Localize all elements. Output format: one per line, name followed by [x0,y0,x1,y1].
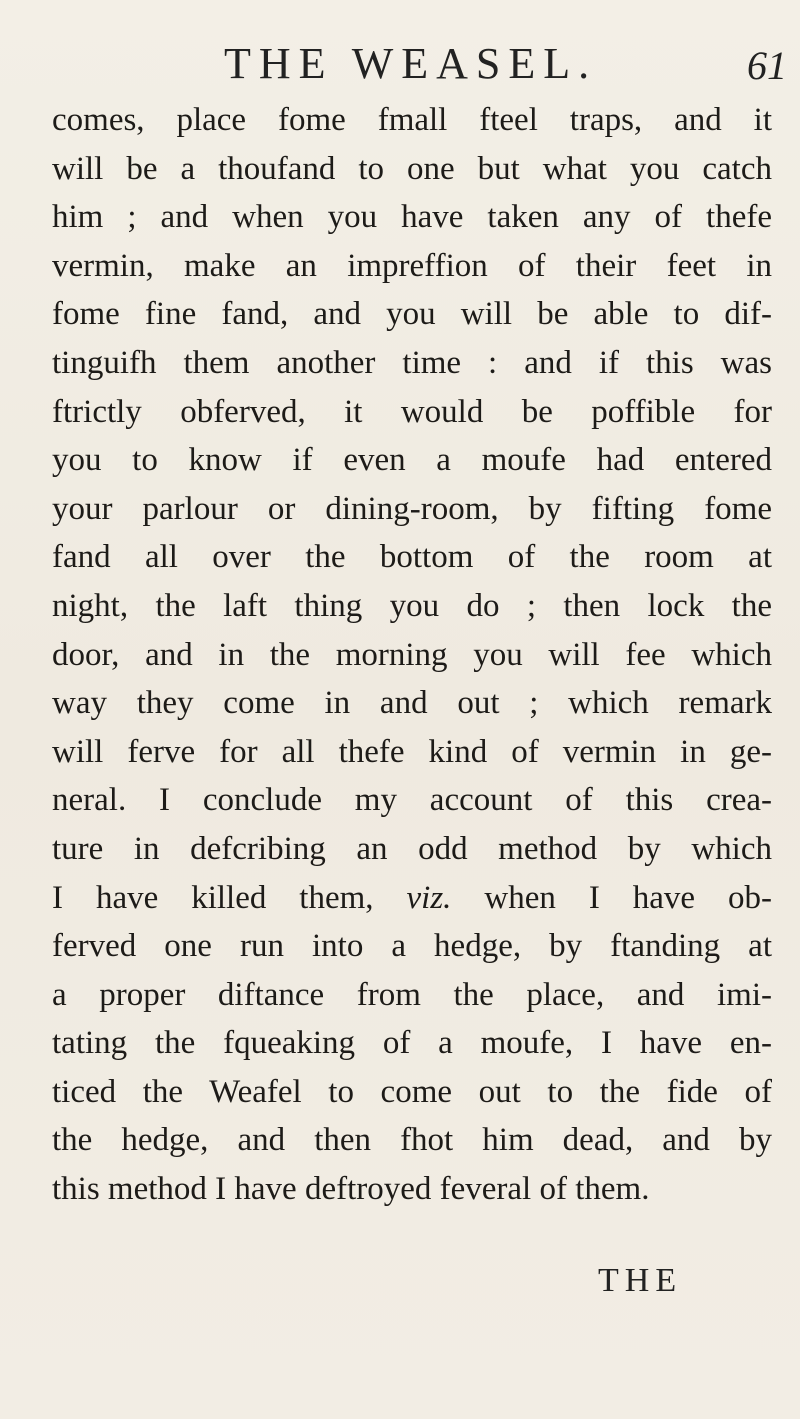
text-line: you to know if even a moufe had entered [52,442,772,479]
running-head [0,36,800,96]
text-line: fand all over the bottom of the room at [52,539,772,576]
text-line: ture in defcribing an odd method by which [52,830,772,867]
text-line: vermin, make an impreffion of their feet in [52,247,772,284]
text-line: night, the laft thing you do ; then lock the [52,587,772,624]
text-line: tating the fqueaking of a moufe, I have en- [52,1025,772,1062]
body-text [52,96,772,1214]
text-line: this method I have deftroyed feveral of them. [52,1171,650,1208]
italic-word: viz. [406,879,452,916]
page-number: 61 [747,43,787,88]
text-line: your parlour or dining-room, by fifting fome [52,490,772,527]
running-title: THE WEASEL. [224,39,598,88]
text-line: tinguifh them another time : and if this was [52,344,772,381]
text-line [52,874,772,923]
text-segment: when I have ob- [484,879,773,916]
text-line: the hedge, and then fhot him dead, and by [52,1122,772,1159]
text-line: a proper diftance from the place, and imi- [52,976,772,1013]
text-line: will be a thoufand to one but what you catch [52,150,772,187]
text-line: will ferve for all thefe kind of vermin in ge- [52,733,772,770]
text-line: him ; and when you have taken any of thefe [52,199,772,236]
text-segment: I have killed them, [52,879,374,916]
text-line: fome fine fand, and you will be able to dif- [52,296,772,333]
catchword: THE [598,1262,683,1299]
text-line: ferved one run into a hedge, by ftanding at [52,928,772,965]
text-line: ticed the Weafel to come out to the fide of [52,1073,772,1110]
text-line: door, and in the morning you will fee which [52,636,772,673]
text-line: way they come in and out ; which remark [52,685,772,722]
text-line: comes, place fome fmall fteel traps, and it [52,102,772,138]
text-line: ftrictly obferved, it would be poffible for [52,393,772,430]
text-line: neral. I conclude my account of this crea- [52,782,772,819]
